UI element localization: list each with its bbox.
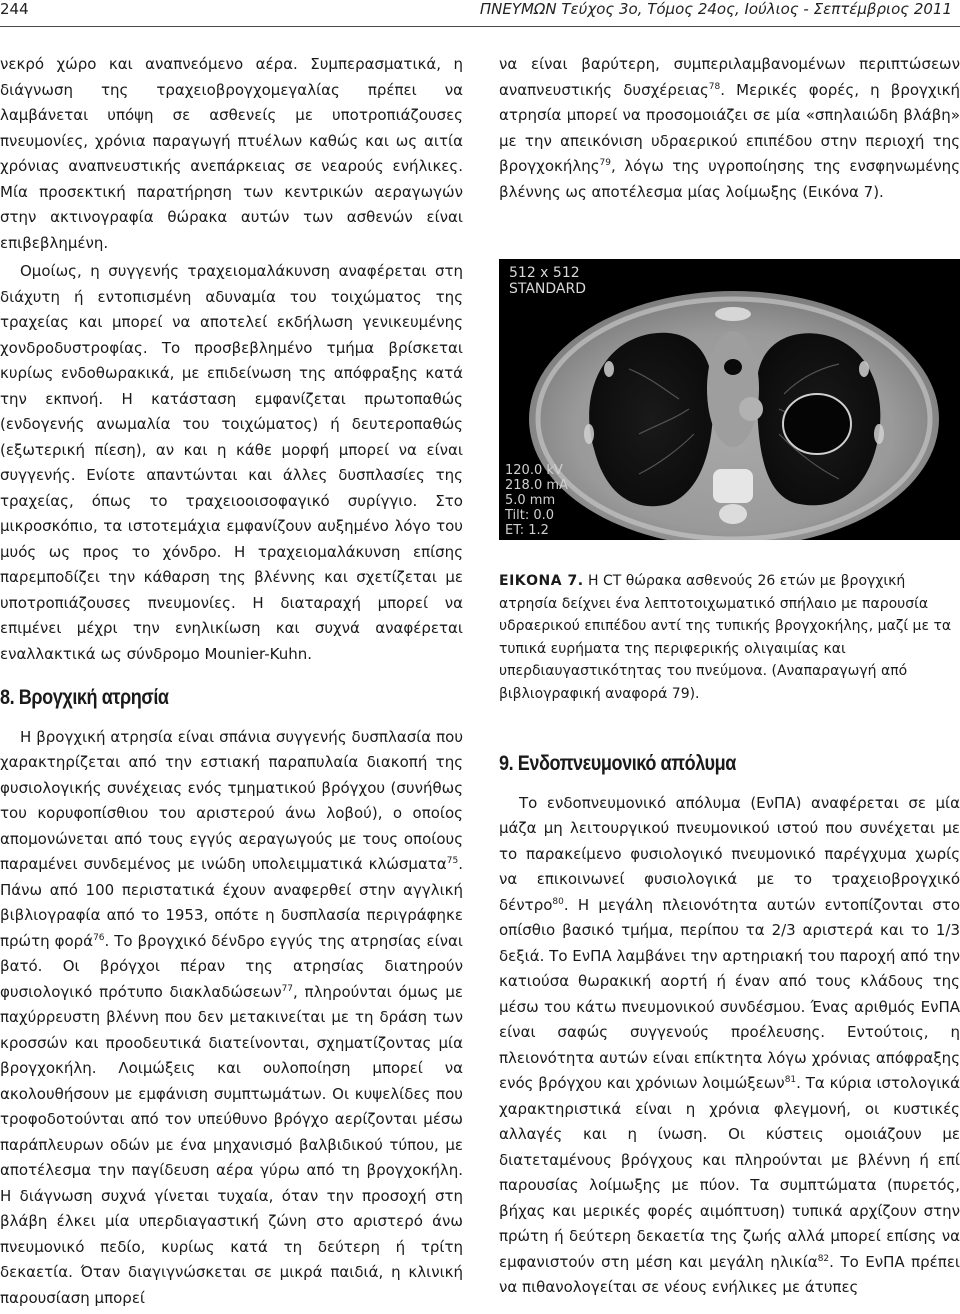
mediastinum [707,331,759,447]
paragraph-tracheomalacia: Ομοίως, η συγγενής τραχειομαλάκυνση αναφέρεται στη διάχυτη ή εντοπισμένη αδυναμία του τοιχώματος της τραχείας και μπορεί να αποτελεί εκδήλωση γενικευμένης χονδροδυστροφίας. Το προσβεβλημένο τμήμα βρίσκεται κυρίως ενδοθωρακικά, με επιδείνωση της απόφραξης κατά την εκπνοή. Η κατάσταση εμφανίζεται πρωτοπαθώς (ενδογενής ανωμαλία του τοιχώματος) ή δευτεροπαθώς (εξωτερική πίεση), αν και η κάθε μορφή μπορεί να είναι συγγενής. Ενίοτε απαντώνται και άλλες δυσπλασίες της τραχείας, όπως το τραχειοοισοφαγικό συρίγγιο. Στο μικροσκόπιο, τα ιστοτεμάχια εμφανίζουν αυξημένο λόγο του μυός ως προς το χόνδρο. Η τραχειομαλάκυνση επίσης παρεμποδίζει την κάθαρση της βλέννης και σχετίζεται με υποτροπιάζουσες πνευμονίες. Η διαταραχή μπορεί να επιμένει μέχρι την ενηλικίωση και συχνά αναφέρεται εναλλακτικά ως σύνδρομο Mounier-Kuhn. [0,262,463,663]
reference-77: 77 [281,983,294,994]
reference-79: 79 [599,158,611,168]
text-run: . Το βρογχικό δένδρο εγγύς της ατρησίας είναι βατό. Οι βρόγχοι πέραν της ατρησίας διατηρούν φυσιολογικό πρότυπο διακλαδώσεων [0,931,463,1001]
ct-ma-label: 218.0 mA [505,478,568,493]
ct-scan-image [499,259,960,540]
ct-slice-label: 5.0 mm [505,493,556,508]
trachea [724,359,742,375]
aorta [739,397,763,421]
text-run: να είναι βαρύτερη, συμπεριλαμβανομένων περιπτώσεων αναπνευστικής δυσχέρειας [499,55,960,99]
section-heading-bronchial-atresia: 8. Βρογχική ατρησία [0,686,169,709]
page-number: 244 [0,0,29,18]
reference-78: 78 [708,81,721,92]
reference-80: 80 [552,896,564,907]
text-run: Η βρογχική ατρησία είναι σπάνια συγγενής δυσπλασία που χαρακτηρίζεται από την εστιακή παραπυλαία διακοπή της φυσιολογικής συνέχειας ενός τμηματικού βρόγχου (συνήθως του κορυφοπίσθιου του αριστερού άνω λοβού), ο οποίος απομονώνεται από τους εγγύς αεραγωγούς με τους οποίους παραμένει συνδεμένος με ινώδη υπολειμματικά κλώσματα [0,727,463,873]
ct-kv-label: 120.0 kV [505,463,563,478]
reference-82: 82 [817,1253,830,1264]
running-header [0,0,960,30]
text-run: . Το ΕνΠΑ πρέπει να πιθανολογείται σε νέους ενήλικες με άτυπες [499,1252,960,1296]
text-run: . Η μεγάλη πλειονότητα αυτών εντοπίζονται στο οπίσθιο βασικό τμήμα, περίπου τα 2/3 αριστερά και το 1/3 δεξιά. Το ΕνΠΑ λαμβάνει την αρτηριακή του παροχή από την κατιούσα θωρακική αορτή ή έναν από τους κλάδους της μέσω του κάτω πνευμονικού συνδέσμου. Ένας αριθμός ΕνΠΑ είναι σαφώς συγγενούς προέλευσης. Εντούτοις, η πλειονότητα αυτών είναι επίκτητα λόγω χρόνιας απόφραξης ενός βρόγχου και χρόνιων λοιμώξεων [499,895,960,1092]
ct-et-label: ET: 1.2 [505,523,549,538]
reference-76: 76 [93,932,105,943]
cavity-lesion [783,394,851,454]
ct-matrix-label: 512 x 512 [509,265,580,281]
vertebra [713,469,753,503]
ct-overlay-top [509,265,586,297]
ct-kernel-label: STANDARD [509,281,587,297]
text-run: . Τα κύρια ιστολογικά χαρακτηριστικά είναι η χρόνια φλεγμονή, οι κυστικές αλλαγές και η ίνωση. Οι κύστεις ομοιάζουν με διατεταμένους βρόγχους και πληρούνται με βλέννη ή επί παρουσίας λοίμωξης με πύον. Τα συμπτώματα (πυρετός, βήχας και μερικές φορές αιμόπτυση) τυπικά αρχίζουν στην πρώτη ή δεύτερη δεκαετία της ζωής αλλά μπορεί επίσης να εμφανιστούν στη μέση και μεγάλη ηλικία [499,1074,960,1271]
sternum [715,307,751,321]
figure-caption [499,570,960,705]
left-column [0,52,463,1311]
paragraph-tracheobronchomegaly-conclusion: νεκρό χώρο και αναπνεόμενο αέρα. Συμπερασματικά, η διάγνωση της τραχειοβρογχομεγαλίας πρέπει να λαμβάνεται υπόψη σε ασθενείς με υποτροπιάζουσες πνευμονίες, χρόνια παραγωγή πτυέλων καθώς και ως αιτία χρόνιας αναπνευστικής ανεπάρκειας σε νεαρούς ενήλικες. Μία προσεκτική παρατήρηση των κεντρικών αεραγωγών στην ακτινογραφία θώρακα αυτών των ασθενών είναι επιβεβλημένη. [0,55,463,252]
journal-title: ΠΝΕΥΜΩΝ Τεύχος 3ο, Τόμος 24ος, Ιούλιος - Σεπτέμβριος 2011 [479,0,952,18]
reference-75: 75 [446,856,459,866]
ct-tilt-label: Tilt: 0.0 [505,508,555,523]
caption-text: Η CT θώρακα ασθενούς 26 ετών με βρογχική ατρησία δείχνει ένα λεπτοτοιχωματικό σπήλαιο με παρουσία υδραερικού επιπέδου αντί της τυπικής βρογχοκήλης, μαζί με τα τυπικά ευρήματα της περιφερικής ολιγαιμίας και υπερδιαυγαστικότητας του πνεύμονα. (Αναπαραγωγή από βιβλιογραφική αναφορά 79). [499,573,952,702]
right-column [499,52,960,1301]
text-run: . Πάνω από 100 περιστατικά έχουν αναφερθεί στην αγγλική βιβλιογραφία από το 1953, οπότε η δυσπλασία περιγράφηκε πρώτη φορά [0,855,463,950]
paragraph-atresia-continued [499,52,960,205]
text-run: . Μερικές φορές, η βρογχική ατρησία μπορεί να προσομοιάζει σε μία «σπηλαιώδη βλάβη» με την απεικόνιση υδραερικού επιπέδου στην περιοχή της βρογχοκήλης [499,80,960,175]
text-run: , πληρούνται όμως με παχύρρευστη βλέννη που δεν μετακινείται με τη δράση των κροσσών και προοδευτικά διατείνονται, σχηματίζοντας μία βρογχοκήλη. Λοιμώξεις και ουλοποίηση μπορεί να ακολουθήσουν με εμφάνιση συμπτωμάτων. Οι κυψελίδες που τροφοδοτούνται από τον υπεύθυνο βρόγχο αερίζονται μέσω παράπλευρων οδών με ένα μηχανισμό βαλβιδικού τύπου, με αποτέλεσμα την παγίδευση αέρα γύρω από τη βρογχοκήλη. Η διάγνωση συχνά γίνεται τυχαία, όταν την προσοχή στη βλάβη έλκει μία υπερδιαγαστική ζώνη στο αριστερό άνω πνευμονικό πεδίο, κυρίως κατά τη δεύτερη ή τρίτη δεκαετία. Όταν διαγιγνώσκεται σε μικρά παιδιά, η κλινική παρουσίαση μπορεί [0,982,463,1307]
paragraph-bronchial-atresia [0,725,463,1312]
header-rule [0,26,960,27]
text-run: , λόγω της υγροποίησης της ενσφηνωμένης βλέννης ως αποτέλεσμα μίας λοίμωξης (Εικόνα 7). [499,157,960,201]
reference-81: 81 [784,1075,797,1085]
text-run: Το ενδοπνευμονικό απόλυμα (ΕνΠΑ) αναφέρεται σε μία μάζα μη λειτουργικού πνευμονικού ιστού που συνέχεται με το παρακείμενο φυσιολογικό πνευμονικό παρέγχυμα χωρίς να επικοινωνεί φυσιολογικά με το τραχειοβρογχικό δέντρο [499,793,960,914]
ct-scan-figure [499,259,960,540]
ct-overlay-bottom [505,463,568,538]
paragraph-pulmonary-sequestration [499,791,960,1301]
caption-label: ΕΙΚΟΝΑ 7. [499,573,584,589]
section-heading-pulmonary-sequestration: 9. Ενδοπνευμονικό απόλυμα [499,752,736,775]
